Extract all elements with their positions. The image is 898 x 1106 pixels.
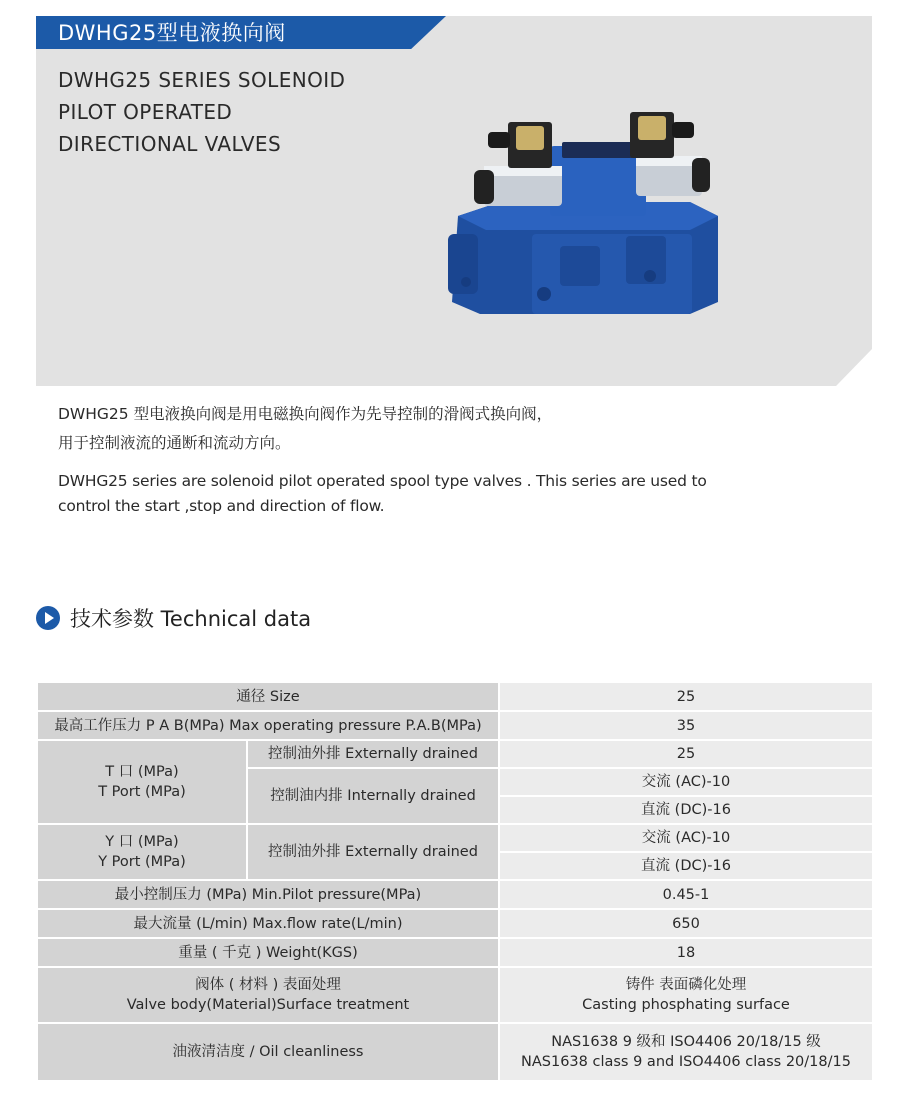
section-heading	[36, 600, 311, 636]
weight-value: 18	[499, 938, 873, 967]
description-chinese	[58, 400, 838, 458]
t-port-label	[37, 740, 247, 824]
size-value: 25	[499, 682, 873, 711]
oil-cleanliness-value-en: NAS1638 class 9 and ISO4406 class 20/18/15	[521, 1054, 851, 1070]
surface-label-cn: 阀体 ( 材料 ) 表面处理	[195, 977, 341, 993]
min-pilot-label: 最小控制压力 (MPa) Min.Pilot pressure(MPa)	[37, 880, 499, 909]
surface-value-cn: 铸件 表面磷化处理	[625, 977, 747, 993]
max-pressure-label: 最高工作压力 P A B(MPa) Max operating pressure P.A.B(MPa)	[37, 711, 499, 740]
surface-label	[37, 967, 499, 1023]
valve-product-image	[440, 106, 730, 326]
size-label: 通径 Size	[37, 682, 499, 711]
table-row	[37, 740, 873, 768]
description-english	[58, 469, 778, 519]
page-title: DWHG25型电液换向阀	[58, 21, 286, 45]
t-int-ac-value: 交流 (AC)-10	[499, 768, 873, 796]
english-title	[58, 64, 438, 160]
description-line: 用于控制液流的通断和流动方向。	[58, 434, 291, 452]
weight-label: 重量 ( 千克 ) Weight(KGS)	[37, 938, 499, 967]
t-int-drained-label: 控制油内排 Internally drained	[247, 768, 499, 824]
surface-value	[499, 967, 873, 1023]
max-flow-label: 最大流量 (L/min) Max.flow rate(L/min)	[37, 909, 499, 938]
max-flow-value: 650	[499, 909, 873, 938]
y-ext-drained-label: 控制油外排 Externally drained	[247, 824, 499, 880]
oil-cleanliness-label: 油液清洁度 / Oil cleanliness	[37, 1023, 499, 1081]
section-title: 技术参数 Technical data	[70, 607, 312, 631]
t-port-label-en: T Port (MPa)	[98, 784, 186, 800]
english-title-line: DWHG25 SERIES SOLENOID	[58, 68, 346, 92]
description-line: control the start ,stop and direction of flow.	[58, 497, 385, 515]
table-row	[37, 938, 873, 967]
y-port-label-en: Y Port (MPa)	[98, 854, 186, 870]
y-port-label	[37, 824, 247, 880]
description-line: DWHG25 series are solenoid pilot operated spool type valves . This series are used to	[58, 472, 707, 490]
play-circle-icon	[36, 606, 60, 630]
table-row	[37, 909, 873, 938]
description-line: DWHG25 型电液换向阀是用电磁换向阀作为先导控制的滑阀式换向阀，	[58, 405, 553, 423]
technical-data-table	[36, 681, 874, 1082]
table-row	[37, 880, 873, 909]
english-title-line: DIRECTIONAL VALVES	[58, 132, 282, 156]
y-ac-value: 交流 (AC)-10	[499, 824, 873, 852]
t-port-label-cn: T 口 (MPa)	[105, 764, 179, 780]
table-row	[37, 824, 873, 852]
table-row	[37, 1023, 873, 1081]
oil-cleanliness-value	[499, 1023, 873, 1081]
t-int-dc-value: 直流 (DC)-16	[499, 796, 873, 824]
surface-value-en: Casting phosphating surface	[582, 997, 790, 1013]
table-row	[37, 682, 873, 711]
y-dc-value: 直流 (DC)-16	[499, 852, 873, 880]
english-title-line: PILOT OPERATED	[58, 100, 233, 124]
max-pressure-value: 35	[499, 711, 873, 740]
table-row	[37, 711, 873, 740]
min-pilot-value: 0.45-1	[499, 880, 873, 909]
table-row	[37, 967, 873, 1023]
oil-cleanliness-value-cn: NAS1638 9 级和 ISO4406 20/18/15 级	[551, 1034, 821, 1050]
t-ext-drained-label: 控制油外排 Externally drained	[247, 740, 499, 768]
y-port-label-cn: Y 口 (MPa)	[105, 834, 179, 850]
t-ext-drained-value: 25	[499, 740, 873, 768]
surface-label-en: Valve body(Material)Surface treatment	[126, 997, 410, 1013]
